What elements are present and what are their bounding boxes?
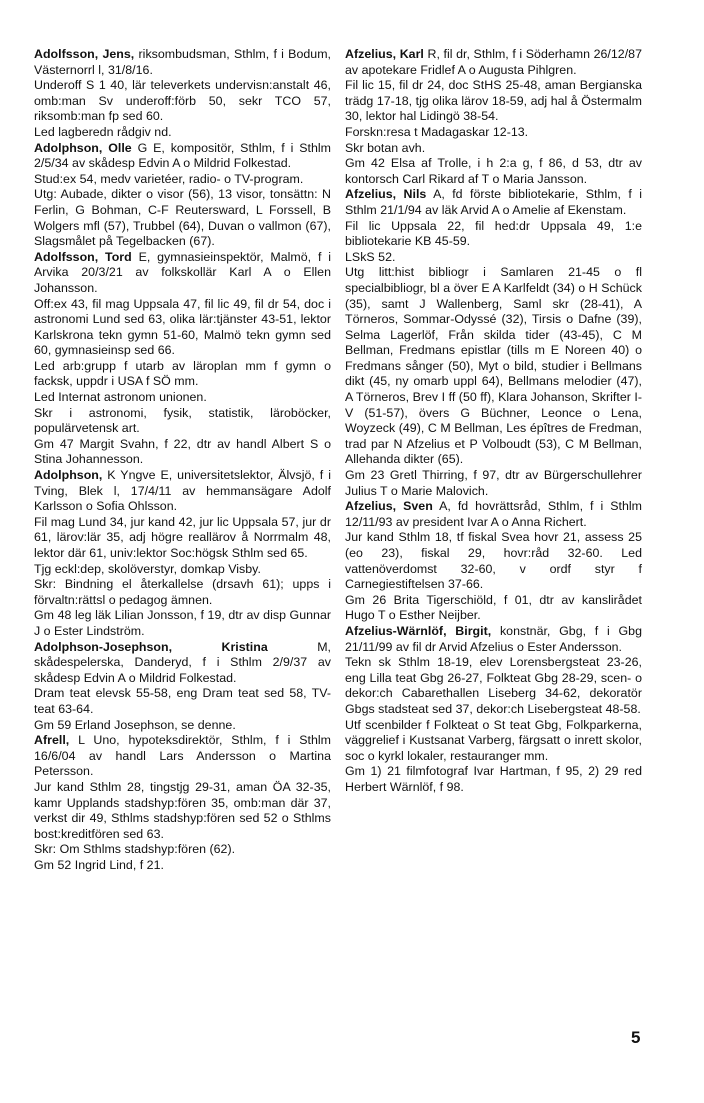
entry-name: Adolphson, Olle [34, 140, 132, 155]
entry-text: K Yngve E, universitetslektor, Älvsjö, f i Tving, Blek l, 17/4/11 av hemmansägare Adolf Karlsson o Sofia Ohlsson. [34, 468, 331, 514]
entry [345, 499, 642, 624]
entry-text: L Uno, hypoteksdirektör, Sthlm, f i Sthlm 16/6/04 av handl Lars Andersson o Martina Petersson. [34, 733, 331, 779]
entry [34, 733, 331, 873]
entry-text: Gm 48 leg läk Lilian Jonsson, f 19, dtr av disp Gunnar J o Ester Lindström. [34, 608, 331, 638]
entry-text: Underoff S 1 40, lär televerkets undervisn:anstalt 46, omb:man Sv underoff:förb 50, sekr TCO 57, riksomb:man fp sed 60. [34, 78, 331, 124]
entry [34, 468, 331, 640]
entry-text: Gm 1) 21 filmfotograf Ivar Hartman, f 95, 2) 29 red Herbert Wärnlöf, f 98. [345, 764, 642, 794]
entry-text: Led Internat astronom unionen. [34, 390, 207, 405]
entry-text: Off:ex 43, fil mag Uppsala 47, fil lic 49, fil dr 54, doc i astronomi Lund sed 63, olika lär:tjänster 43-51, lektor Karlskrona tekn gymn 51-60, Malmö tekn gymn sed 60, gymnasieinsp sed 66. [34, 296, 331, 358]
page-number: 5 [631, 1028, 641, 1047]
entry [34, 250, 331, 468]
entry-name: Afzelius-Wärnlöf, Birgit, [345, 623, 492, 638]
entry-name: Adolfsson, Jens, [34, 47, 135, 61]
entry-text: A, fd hovrättsråd, Sthlm, f i Sthlm 12/11/93 av president Ivar A o Anna Richert. [345, 499, 642, 529]
entry-text: Fil mag Lund 34, jur kand 42, jur lic Uppsala 57, jur dr 61, lärov:lär 35, adj högre reallärov å Norrmalm 48, lektor där 61, univ:lektor Soc:högsk Sthlm sed 65. [34, 514, 331, 560]
entry-text: Skr: Om Sthlms stadshyp:fören (62). [34, 842, 236, 857]
entry [34, 141, 331, 250]
entry-text: konstnär, Gbg, f i Gbg 21/11/99 av fil dr Arvid Afzelius o Ester Andersson. [345, 623, 642, 654]
entry-text: Stud:ex 54, medv varietéer, radio- o TV-program. [34, 171, 304, 186]
entry-name: Adolphson, [34, 468, 103, 483]
entry-text: Skr i astronomi, fysik, statistik, läroböcker, populärvetensk art. [34, 405, 331, 436]
entry-text: Forskn:resa t Madagaskar 12-13. [345, 124, 529, 139]
entry-text: Led lagberedn rådgiv nd. [34, 124, 172, 139]
left-column [34, 47, 331, 873]
entry-text: Dram teat elevsk 55-58, eng Dram teat sed 58, TV-teat 63-64. [34, 686, 331, 716]
entry-text: Utg litt:hist bibliogr i Samlaren 21-45 o fl specialbibliogr, bl a över E A Karlfeldt (34) o H Schück (35), samt J Wallenberg, Saml skr (28-41), A Törneros, Sommar-Odyssé (32), Tirsis o Dafne (39), Selma Lagerlöf, Från skilda tider (43-45), C M Bellman, Fredmans epistlar (tills m E Noreen 40) o Fredmans sånger (50), Myt o bild, studier i Bellmans dikt (45, ny omarb uppl 64), Bellmans melodier (47), A Törneros, Brev I ff (50 ff), Klara Johanson, Skrifter I-V (51-57), övers G Büchner, Leonce o Lena, Woyzeck (49), C M Bellman, Les épîtres de Fredman, trad par N Afzelius et P Volboudt (53), C M Bellman, Allehanda dikter (65). [345, 265, 642, 467]
entry-text: Gm 47 Margit Svahn, f 22, dtr av handl Albert S o Stina Johannesson. [34, 436, 331, 467]
entry [34, 640, 331, 734]
entry-name: Afzelius, Nils [345, 187, 427, 202]
entry-text: Fil lic Uppsala 22, fil hed:dr Uppsala 49, 1:e bibliotekarie KB 45-59. [345, 218, 642, 249]
entry-name: Afzelius, Karl [345, 47, 424, 61]
entry-text: Gm 42 Elsa af Trolle, i h 2:a g, f 86, d 53, dtr av kontorsch Carl Rikard af T o Maria Jansson. [345, 156, 642, 186]
entry-text: Utf scenbilder f Folkteat o St teat Gbg, Folkparkerna, väggrelief i Kustsanat Varberg, färgsatt o inrett skolor, soc o kyrkl lokaler, restauranger mm. [345, 717, 642, 763]
right-column [345, 47, 642, 796]
entry-name: Adolphson-Josephson, Kristina [34, 639, 268, 654]
entry-text: E, gymnasieinspektör, Malmö, f i Arvika 20/3/21 av folkskollär Karl A o Ellen Johansson. [34, 249, 331, 295]
entry-text: Gm 52 Ingrid Lind, f 21. [34, 857, 164, 872]
entry-text: LSkS 52. [345, 249, 396, 264]
entry-name: Adolfsson, Tord [34, 249, 132, 264]
entry-text: Utg: Aubade, dikter o visor (56), 13 visor, tonsättn: N Ferlin, G Bohman, C-F Reutersward, L Forssell, B Wolgers mfl (57), Trubbel (64), Duvan o vallmon (67), Slagsmålet på Tegelbacken (67). [34, 187, 331, 249]
entry [345, 624, 642, 796]
entry-text: Fil lic 15, fil dr 24, doc StHS 25-48, aman Bergianska trädg 17-18, tjg olika lärov 18-59, adj hal å Östermalm 30, lektor hal Lidingö 38-54. [345, 78, 642, 124]
entry-text: Jur kand Sthlm 18, tf fiskal Svea hovr 21, assess 25 (eo 23), fiskal 29, hovr:råd 32-60. Led vattenöverdomst 32-60, v ordf styr f Carnegiestiftelsen 37-66. [345, 530, 642, 592]
entry-text: R, fil dr, Sthlm, f i Söderhamn 26/12/87 av apotekare Fridlef A o Augusta Pihlgren. [345, 47, 642, 77]
entry-text: Tekn sk Sthlm 18-19, elev Lorensbergsteat 23-26, eng Lilla teat Gbg 26-27, Folkteat Gbg 28-29, scen- o dekor:ch Cabarethallen Liseberg 34-62, dekoratör Gbgs stadsteat sed 37, dekor:ch Lisebergsteat 48-58. [345, 655, 642, 716]
entry-name: Afzelius, Sven [345, 499, 433, 514]
entry-text: riksombudsman, Sthlm, f i Bodum, Västernorrl l, 31/8/16. [34, 47, 332, 77]
entry-text: Tjg eckl:dep, skolöverstyr, domkap Visby. [34, 561, 261, 576]
entry-text: Gm 26 Brita Tigerschiöld, f 01, dtr av kanslirådet Hugo T o Esther Neijber. [345, 592, 642, 623]
entry-text: Gm 59 Erland Josephson, se denne. [34, 717, 236, 732]
entry [34, 47, 331, 141]
entry-text: Skr: Bindning el återkallelse (drsavh 61); upps i förvaltn:rättsl o pedagog ämnen. [34, 577, 331, 607]
entry-text: Gm 23 Gretl Thirring, f 97, dtr av Bürgerschullehrer Julius T o Marie Malovich. [345, 468, 642, 498]
entry-text: Skr botan avh. [345, 140, 426, 155]
entry-text: M, skådespelerska, Danderyd, f i Sthlm 2/9/37 av skådesp Edvin A o Mildrid Folkestad. [34, 639, 332, 685]
entry-text: G E, kompositör, Sthlm, f i Sthlm 2/5/34 av skådesp Edvin A o Mildrid Folkestad. [34, 140, 332, 171]
entry [345, 47, 642, 187]
entry [345, 187, 642, 499]
entry-text: A, fd förste bibliotekarie, Sthlm, f i Sthlm 21/1/94 av läk Arvid A o Amelie af Ekenstam. [345, 187, 642, 217]
entry-text: Led arb:grupp f utarb av läroplan mm f gymn o facksk, uppdr i USA f SÖ mm. [34, 358, 331, 389]
entry-name: Afrell, [34, 733, 70, 748]
entry-text: Jur kand Sthlm 28, tingstjg 29-31, aman ÖA 32-35, kamr Upplands stadshyp:fören 35, omb:man där 37, verkst dir 49, Sthlms stadshyp:fören sed 52 o Sthlms bost:kreditfören sed 63. [34, 779, 331, 841]
